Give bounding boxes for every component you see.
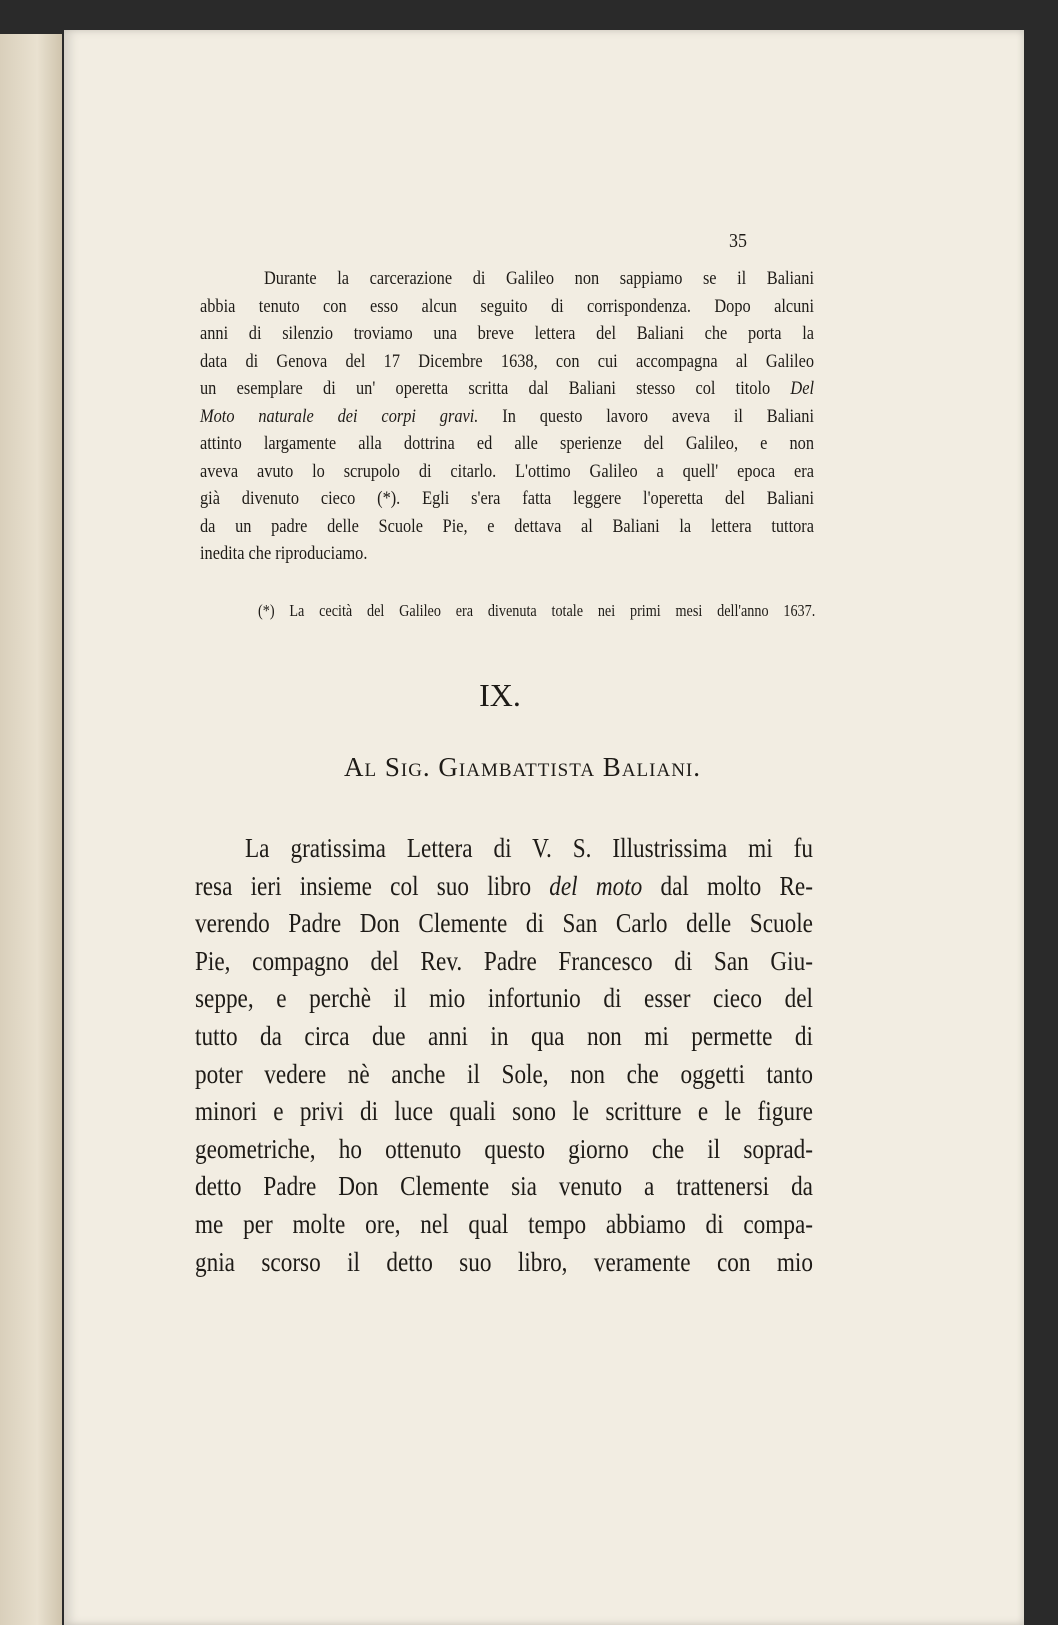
page-number: 35 [729,230,747,252]
text-segment: attinto largamente alla dottrina ed alle sperienze del Galileo, e non [200,433,814,454]
text-segment: già divenuto cieco (*). Egli s'era fatta leggere l'operetta del Baliani [200,488,814,509]
text-line [200,543,814,565]
text-segment: inedita che riproduciamo. [200,543,368,564]
text-segment: La gratissima Lettera di V. S. Illustrissima mi fu [245,833,813,863]
text-line [200,406,814,428]
italic-text: Del [790,378,814,399]
text-line [195,1059,813,1090]
previous-page-edge [0,34,62,1625]
italic-text: del moto [549,870,643,901]
text-line [200,488,814,510]
text-segment: dal molto Re- [642,870,813,901]
text-line [195,983,813,1014]
text-line [195,1021,813,1052]
text-segment: data di Genova del 17 Dicembre 1638, con cui accompagna al Galileo [200,350,814,372]
text-segment: geometriche, ho ottenuto questo giorno che il soprad- [195,1133,813,1164]
text-line [200,433,814,455]
footnote: (*) La cecità del Galileo era divenuta totale nei primi mesi dell'anno 1637. [258,601,816,620]
text-segment: gnia scorso il detto suo libro, veramente con mio [195,1246,813,1277]
text-line [195,908,813,939]
text-line [200,351,814,373]
text-segment: verendo Padre Don Clemente di San Carlo delle Scuole [195,908,813,939]
text-line [195,946,813,977]
text-line [264,268,814,290]
text-segment: Durante la carcerazione di Galileo non sappiamo se il Baliani [264,268,814,289]
letter-heading: Al Sig. Giambattista Baliani. [344,752,701,782]
text-segment: anni di silenzio troviamo una breve lettera del Baliani che porta la [200,323,814,344]
italic-text: Moto naturale dei corpi gravi. [200,405,479,427]
text-line [195,871,813,902]
text-line [200,516,814,538]
text-line [195,1096,813,1127]
text-line [200,461,814,483]
text-segment: aveva avuto lo scrupolo di citarlo. L'ottimo Galileo a quell' epoca era [200,460,814,482]
text-segment: In questo lavoro aveva il Baliani [478,405,814,427]
text-line [195,1171,813,1202]
text-segment: poter vedere nè anche il Sole, non che oggetti tanto [195,1058,813,1089]
text-segment: abbia tenuto con esso alcun seguito di corrispondenza. Dopo alcuni [200,295,814,317]
text-segment: detto Padre Don Clemente sia venuto a trattenersi da [195,1171,813,1202]
text-segment: minori e privi di luce quali sono le scritture e le figure [195,1096,813,1127]
text-line [245,833,813,864]
text-line [195,1134,813,1165]
chapter-number: IX. [479,677,521,713]
text-line [200,378,814,400]
text-segment: me per molte ore, nel qual tempo abbiamo di compa- [195,1209,813,1239]
text-segment: resa ieri insieme col suo libro [195,870,550,901]
text-line [200,296,814,318]
text-line [200,323,814,345]
text-segment: Pie, compagno del Rev. Padre Francesco di San Giu- [195,945,813,976]
text-segment: un esemplare di un' operetta scritta dal Baliani stesso col titolo [200,378,791,399]
text-line [195,1209,813,1240]
text-segment: da un padre delle Scuole Pie, e dettava al Baliani la lettera tuttora [200,515,814,537]
text-segment: tutto da circa due anni in qua non mi permette di [195,1021,813,1051]
text-line [195,1247,813,1278]
text-segment: seppe, e perchè il mio infortunio di esser cieco del [195,983,813,1014]
